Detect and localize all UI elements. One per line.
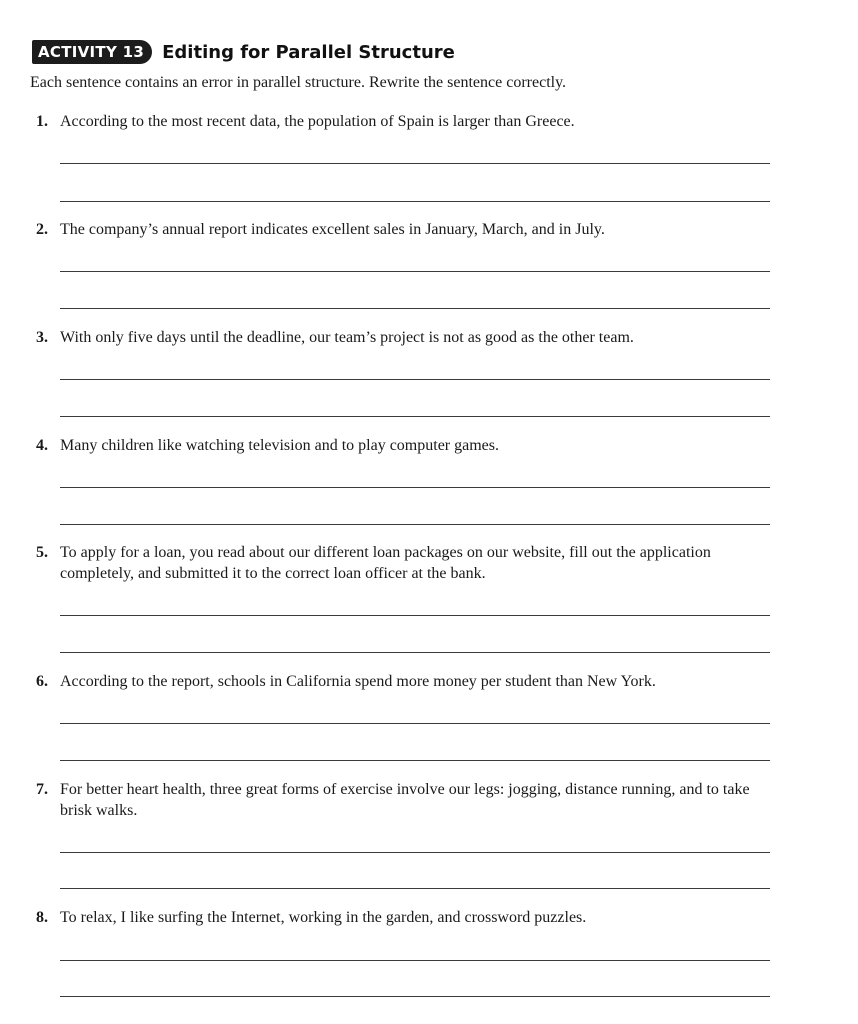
answer-line-1b[interactable] [60,201,770,202]
question-text: The company’s annual report indicates excellent sales in January, March, and in July. [60,221,605,238]
question-text: To relax, I like surfing the Internet, working in the garden, and crossword puzzles. [60,909,587,926]
answer-line-8a[interactable] [60,960,770,961]
answer-line-7a[interactable] [60,852,770,853]
question-3 [36,327,776,348]
question-number: 6. [36,673,48,690]
answer-line-2b[interactable] [60,308,770,309]
question-number: 2. [36,221,48,238]
answer-line-7b[interactable] [60,888,770,889]
answer-line-5a[interactable] [60,615,770,616]
question-6 [36,671,776,692]
question-number: 8. [36,909,48,926]
question-number: 1. [36,113,48,130]
question-5 [36,542,776,584]
question-4 [36,435,776,456]
answer-line-5b[interactable] [60,652,770,653]
question-2 [36,219,776,240]
question-text: According to the report, schools in California spend more money per student than New York. [60,673,656,690]
question-number: 4. [36,437,48,454]
question-1 [36,111,776,132]
answer-line-3b[interactable] [60,416,770,417]
question-7 [36,779,776,821]
activity-badge: ACTIVITY 13 [32,40,152,64]
answer-line-6b[interactable] [60,760,770,761]
answer-line-4a[interactable] [60,487,770,488]
answer-line-8b[interactable] [60,996,770,997]
question-text: According to the most recent data, the population of Spain is larger than Greece. [60,113,575,130]
question-number: 7. [36,781,48,798]
answer-line-6a[interactable] [60,723,770,724]
answer-line-1a[interactable] [60,163,770,164]
question-text: With only five days until the deadline, our team’s project is not as good as the other team. [60,329,634,346]
instructions: Each sentence contains an error in parallel structure. Rewrite the sentence correctly. [30,74,567,91]
question-number: 3. [36,329,48,346]
question-text: For better heart health, three great forms of exercise involve our legs: jogging, distance running, and to take brisk walks. [60,781,750,819]
answer-line-2a[interactable] [60,271,770,272]
answer-line-3a[interactable] [60,379,770,380]
question-number: 5. [36,544,48,561]
activity-header [32,38,455,66]
question-8 [36,907,776,928]
question-text: To apply for a loan, you read about our different loan packages on our website, fill out the application completely, and submitted it to the correct loan officer at the bank. [60,544,711,582]
answer-line-4b[interactable] [60,524,770,525]
activity-title: Editing for Parallel Structure [162,41,455,63]
question-text: Many children like watching television and to play computer games. [60,437,499,454]
